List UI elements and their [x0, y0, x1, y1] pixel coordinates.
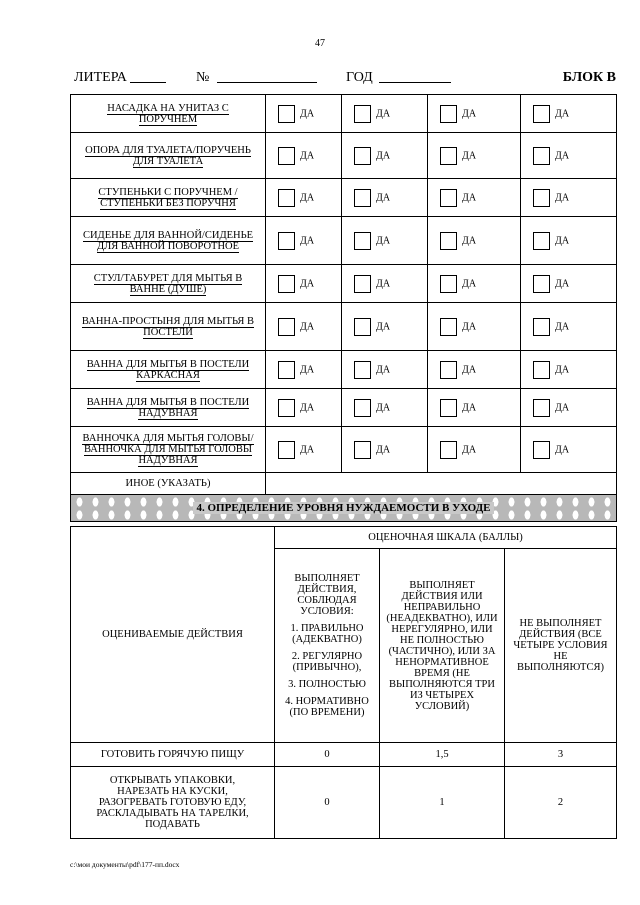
yes-checkbox[interactable]	[278, 147, 295, 165]
scale-condition-4: 4. НОРМАТИВНО (ПО ВРЕМЕНИ)	[285, 696, 369, 718]
yes-checkbox[interactable]	[533, 361, 550, 379]
care-scale-table	[70, 526, 617, 839]
yes-label: ДА	[462, 150, 477, 161]
yes-checkbox[interactable]	[354, 147, 371, 165]
yes-checkbox[interactable]	[354, 275, 371, 293]
yes-label: ДА	[462, 321, 477, 332]
section-4-title: 4. ОПРЕДЕЛЕНИЕ УРОВНЯ НУЖДАЕМОСТИ В УХОДЕ	[193, 502, 493, 514]
yes-label: ДА	[555, 108, 570, 119]
year-label: ГОД	[346, 70, 373, 85]
yes-label: ДА	[376, 402, 391, 413]
yes-checkbox[interactable]	[278, 275, 295, 293]
yes-label: ДА	[462, 364, 477, 375]
scale-condition-3: 3. ПОЛНОСТЬЮ	[288, 679, 366, 690]
equipment-label: СТУПЕНЬКИ С ПОРУЧНЕМ /СТУПЕНЬКИ БЕЗ ПОРУЧНЯ	[98, 186, 238, 209]
equipment-row	[71, 217, 617, 265]
yes-checkbox[interactable]	[533, 147, 550, 165]
equipment-label: ВАННА ДЛЯ МЫТЬЯ В ПОСТЕЛИ НАДУВНАЯ	[86, 396, 250, 419]
score-partial[interactable]: 1,5	[380, 743, 505, 767]
yes-checkbox[interactable]	[278, 441, 295, 459]
yes-label: ДА	[555, 364, 570, 375]
scale-condition-1: 1. ПРАВИЛЬНО (АДЕКВАТНО)	[290, 623, 364, 645]
liter-label: ЛИТЕРА	[74, 70, 127, 85]
block-label: БЛОК В	[562, 70, 616, 85]
yes-label: ДА	[555, 192, 570, 203]
equipment-row	[71, 179, 617, 217]
equipment-label: ВАННА ДЛЯ МЫТЬЯ В ПОСТЕЛИ КАРКАСНАЯ	[86, 358, 250, 381]
yes-checkbox[interactable]	[440, 275, 457, 293]
yes-label: ДА	[376, 192, 391, 203]
footer-path: c:\мои документы\pdf\177-пп.docx	[70, 860, 180, 869]
score-none[interactable]: 2	[505, 767, 617, 839]
scale-col-partial: ВЫПОЛНЯЕТ ДЕЙСТВИЯ ИЛИ НЕПРАВИЛЬНО (НЕАДЕКВАТНО), ИЛИ НЕРЕГУЛЯРНО, ИЛИ НЕ ПОЛНОСТЬЮ (ЧАСТИЧНО), ИЛИ ЗА НЕНОРМАТИВНОЕ ВРЕМЯ (НЕ ВЫПОЛНЯЮТСЯ ТРИ ИЗ ЧЕТЫРЕХ УСЛОВИЙ)	[380, 549, 505, 743]
yes-checkbox[interactable]	[440, 105, 457, 123]
yes-label: ДА	[300, 150, 315, 161]
scale-col-full-title: ВЫПОЛНЯЕТ ДЕЙСТВИЯ, СОБЛЮДАЯ УСЛОВИЯ:	[294, 573, 360, 617]
yes-checkbox[interactable]	[354, 441, 371, 459]
yes-checkbox[interactable]	[440, 147, 457, 165]
equipment-label: СТУЛ/ТАБУРЕТ ДЛЯ МЫТЬЯ В ВАННЕ (ДУШЕ)	[93, 272, 243, 295]
yes-checkbox[interactable]	[278, 399, 295, 417]
scale-col-none: НЕ ВЫПОЛНЯЕТ ДЕЙСТВИЯ (ВСЕ ЧЕТЫРЕ УСЛОВИЯ НЕ ВЫПОЛНЯЮТСЯ)	[505, 549, 617, 743]
yes-label: ДА	[300, 278, 315, 289]
yes-checkbox[interactable]	[354, 399, 371, 417]
yes-label: ДА	[300, 321, 315, 332]
equipment-row	[71, 95, 617, 133]
score-full[interactable]: 0	[275, 743, 380, 767]
action-row	[71, 767, 617, 839]
yes-label: ДА	[300, 364, 315, 375]
yes-label: ДА	[376, 444, 391, 455]
yes-label: ДА	[555, 444, 570, 455]
yes-checkbox[interactable]	[354, 232, 371, 250]
yes-checkbox[interactable]	[278, 189, 295, 207]
yes-checkbox[interactable]	[354, 361, 371, 379]
yes-label: ДА	[300, 444, 315, 455]
yes-checkbox[interactable]	[533, 105, 550, 123]
yes-label: ДА	[462, 444, 477, 455]
yes-label: ДА	[300, 108, 315, 119]
yes-label: ДА	[462, 235, 477, 246]
yes-label: ДА	[376, 108, 391, 119]
action-label: ОТКРЫВАТЬ УПАКОВКИ, НАРЕЗАТЬ НА КУСКИ, РАЗОГРЕВАТЬ ГОТОВУЮ ЕДУ, РАСКЛАДЫВАТЬ НА ТАРЕЛКИ, ПОДАВАТЬ	[71, 767, 275, 839]
equipment-row	[71, 303, 617, 351]
yes-label: ДА	[300, 192, 315, 203]
yes-label: ДА	[462, 278, 477, 289]
section-4-row	[71, 495, 617, 522]
score-none[interactable]: 3	[505, 743, 617, 767]
yes-label: ДА	[555, 235, 570, 246]
equipment-row	[71, 351, 617, 389]
equipment-label: ВАННОЧКА ДЛЯ МЫТЬЯ ГОЛОВЫ/ ВАННОЧКА ДЛЯ МЫТЬЯ ГОЛОВЫ НАДУВНАЯ	[82, 433, 254, 466]
yes-checkbox[interactable]	[440, 189, 457, 207]
yes-checkbox[interactable]	[533, 275, 550, 293]
equipment-label: ВАННА-ПРОСТЫНЯ ДЛЯ МЫТЬЯ В ПОСТЕЛИ	[81, 315, 255, 338]
equipment-table	[70, 94, 617, 522]
yes-checkbox[interactable]	[278, 361, 295, 379]
number-label: №	[196, 70, 210, 85]
yes-checkbox[interactable]	[354, 189, 371, 207]
yes-checkbox[interactable]	[533, 318, 550, 336]
liter-field[interactable]	[130, 70, 166, 83]
equipment-label: СИДЕНЬЕ ДЛЯ ВАННОЙ/СИДЕНЬЕ ДЛЯ ВАННОЙ ПОВОРОТНОЕ	[82, 229, 254, 252]
yes-label: ДА	[376, 235, 391, 246]
yes-label: ДА	[462, 402, 477, 413]
action-label: ГОТОВИТЬ ГОРЯЧУЮ ПИЩУ	[71, 743, 275, 767]
score-partial[interactable]: 1	[380, 767, 505, 839]
actions-header: ОЦЕНИВАЕМЫЕ ДЕЙСТВИЯ	[71, 527, 275, 743]
equipment-label: НАСАДКА НА УНИТАЗ С ПОРУЧНЕМ	[107, 102, 229, 125]
yes-checkbox[interactable]	[278, 105, 295, 123]
yes-label: ДА	[555, 150, 570, 161]
yes-checkbox[interactable]	[354, 105, 371, 123]
year-field[interactable]	[379, 70, 451, 83]
form-header	[74, 70, 616, 88]
yes-checkbox[interactable]	[278, 232, 295, 250]
scale-condition-2: 2. РЕГУЛЯРНО (ПРИВЫЧНО),	[291, 651, 363, 673]
equipment-row	[71, 427, 617, 473]
page-number: 47	[315, 38, 325, 49]
yes-label: ДА	[376, 321, 391, 332]
action-row	[71, 743, 617, 767]
yes-checkbox[interactable]	[440, 399, 457, 417]
yes-label: ДА	[300, 402, 315, 413]
yes-label: ДА	[376, 150, 391, 161]
yes-checkbox[interactable]	[533, 399, 550, 417]
yes-label: ДА	[300, 235, 315, 246]
yes-checkbox[interactable]	[440, 441, 457, 459]
other-label: ИНОЕ (УКАЗАТЬ)	[71, 473, 266, 495]
other-field[interactable]	[266, 473, 617, 495]
yes-checkbox[interactable]	[354, 318, 371, 336]
score-full[interactable]: 0	[275, 767, 380, 839]
yes-checkbox[interactable]	[440, 232, 457, 250]
yes-checkbox[interactable]	[533, 189, 550, 207]
yes-label: ДА	[555, 278, 570, 289]
number-field[interactable]	[217, 70, 317, 83]
scale-col-full	[275, 549, 380, 743]
equipment-row	[71, 389, 617, 427]
yes-label: ДА	[555, 402, 570, 413]
yes-label: ДА	[462, 192, 477, 203]
other-row	[71, 473, 617, 495]
yes-checkbox[interactable]	[440, 361, 457, 379]
yes-label: ДА	[376, 364, 391, 375]
yes-checkbox[interactable]	[533, 441, 550, 459]
equipment-row	[71, 133, 617, 179]
yes-label: ДА	[376, 278, 391, 289]
yes-checkbox[interactable]	[278, 318, 295, 336]
equipment-row	[71, 265, 617, 303]
yes-checkbox[interactable]	[440, 318, 457, 336]
yes-checkbox[interactable]	[533, 232, 550, 250]
yes-label: ДА	[462, 108, 477, 119]
scale-header: ОЦЕНОЧНАЯ ШКАЛА (БАЛЛЫ)	[275, 527, 617, 549]
yes-label: ДА	[555, 321, 570, 332]
equipment-label: ОПОРА ДЛЯ ТУАЛЕТА/ПОРУЧЕНЬ ДЛЯ ТУАЛЕТА	[85, 144, 251, 167]
